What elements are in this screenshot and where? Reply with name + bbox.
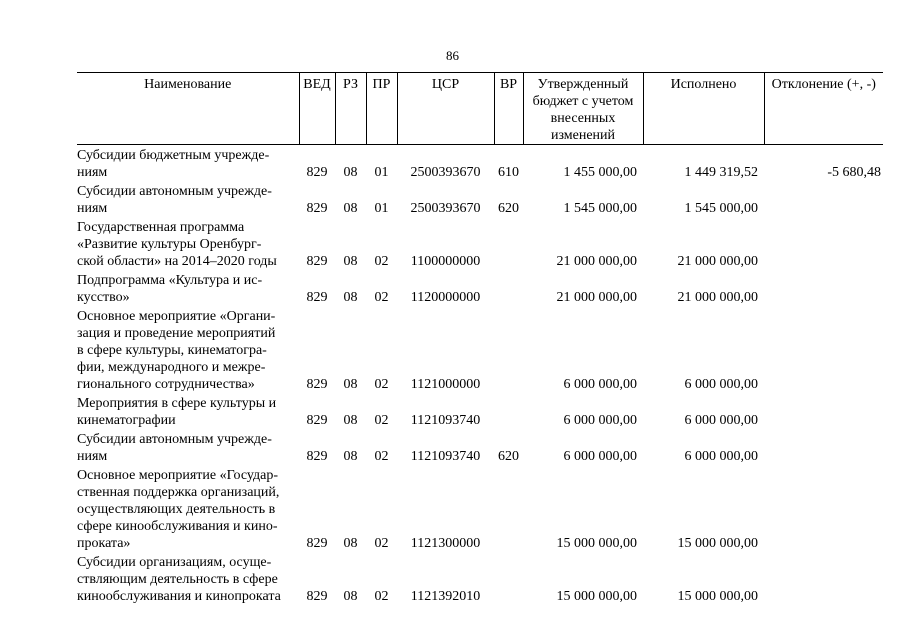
cell-csr: 1121093740 xyxy=(410,413,481,428)
cell-csr: 1121300000 xyxy=(410,536,481,551)
table-row xyxy=(77,145,883,182)
cell-csr: 1100000000 xyxy=(410,254,481,269)
header-csr: ЦСР xyxy=(397,73,494,145)
table-row xyxy=(77,181,883,217)
header-executed: Исполнено xyxy=(643,73,764,145)
cell-name: Субсидии организациям, осуще- ствляющим деятельность в сфере кинообслуживания и кинопроката xyxy=(77,555,281,604)
header-vr: ВР xyxy=(494,73,523,145)
cell-ved: 829 xyxy=(306,589,328,604)
cell-vr: 620 xyxy=(498,449,519,464)
cell-pr: 02 xyxy=(374,254,389,269)
cell-pr: 02 xyxy=(374,290,389,305)
cell-rz: 08 xyxy=(343,201,358,216)
cell-vr xyxy=(494,270,523,306)
cell-ved: 829 xyxy=(306,536,328,551)
cell-deviation xyxy=(764,552,883,605)
cell-rz: 08 xyxy=(343,290,358,305)
cell-ved: 829 xyxy=(306,290,328,305)
cell-budget: 15 000 000,00 xyxy=(556,589,637,604)
cell-csr: 1121000000 xyxy=(410,377,481,392)
cell-pr: 02 xyxy=(374,449,389,464)
table-row xyxy=(77,429,883,465)
cell-executed: 21 000 000,00 xyxy=(677,290,758,305)
cell-ved: 829 xyxy=(306,377,328,392)
cell-deviation: -5 680,48 xyxy=(827,165,881,180)
cell-csr: 2500393670 xyxy=(410,165,481,180)
cell-deviation xyxy=(764,270,883,306)
cell-deviation xyxy=(764,306,883,393)
header-budget: Утвержденный бюджет с учетом внесенных изменений xyxy=(523,73,643,145)
cell-vr: 620 xyxy=(498,201,519,216)
cell-pr: 01 xyxy=(374,201,389,216)
cell-budget: 6 000 000,00 xyxy=(563,449,637,464)
cell-rz: 08 xyxy=(343,589,358,604)
cell-rz: 08 xyxy=(343,536,358,551)
cell-deviation xyxy=(764,181,883,217)
table-body xyxy=(77,145,883,606)
cell-executed: 21 000 000,00 xyxy=(677,254,758,269)
header-rz: РЗ xyxy=(335,73,366,145)
cell-rz: 08 xyxy=(343,377,358,392)
cell-executed: 15 000 000,00 xyxy=(677,536,758,551)
cell-pr: 02 xyxy=(374,589,389,604)
cell-rz: 08 xyxy=(343,449,358,464)
budget-table xyxy=(77,72,883,605)
cell-csr: 1120000000 xyxy=(410,290,481,305)
cell-name: Мероприятия в сфере культуры и кинематографии xyxy=(77,396,277,428)
cell-name: Основное мероприятие «Государ- ственная поддержка организаций, осуществляющих деятельность в сфере кинообслуживания и кино- проката» xyxy=(77,468,280,551)
cell-executed: 6 000 000,00 xyxy=(684,449,758,464)
cell-deviation xyxy=(764,217,883,270)
cell-csr: 1121392010 xyxy=(410,589,481,604)
cell-vr xyxy=(494,393,523,429)
table-row xyxy=(77,552,883,605)
table-header xyxy=(77,73,883,145)
table-row xyxy=(77,217,883,270)
cell-ved: 829 xyxy=(306,413,328,428)
cell-vr xyxy=(494,552,523,605)
cell-executed: 6 000 000,00 xyxy=(684,377,758,392)
cell-vr xyxy=(494,465,523,552)
cell-name: Основное мероприятие «Органи- зация и проведение мероприятий в сфере культуры, кинематогра- фии, международного и межре- гионального сотрудничества» xyxy=(77,309,276,392)
cell-budget: 15 000 000,00 xyxy=(556,536,637,551)
header-pr: ПР xyxy=(366,73,397,145)
cell-rz: 08 xyxy=(343,254,358,269)
cell-vr xyxy=(494,217,523,270)
table-row xyxy=(77,306,883,393)
cell-name: Субсидии автономным учрежде- ниям xyxy=(77,432,272,464)
header-name: Наименование xyxy=(77,73,299,145)
header-ved: ВЕД xyxy=(299,73,335,145)
cell-executed: 1 449 319,52 xyxy=(684,165,758,180)
cell-name: Подпрограмма «Культура и ис- кусство» xyxy=(77,273,263,305)
cell-csr: 1121093740 xyxy=(410,449,481,464)
cell-ved: 829 xyxy=(306,254,328,269)
cell-pr: 01 xyxy=(374,165,389,180)
cell-csr: 2500393670 xyxy=(410,201,481,216)
cell-deviation xyxy=(764,429,883,465)
cell-ved: 829 xyxy=(306,165,328,180)
cell-pr: 02 xyxy=(374,536,389,551)
cell-budget: 6 000 000,00 xyxy=(563,413,637,428)
cell-vr xyxy=(494,306,523,393)
cell-budget: 21 000 000,00 xyxy=(556,290,637,305)
cell-pr: 02 xyxy=(374,413,389,428)
cell-executed: 6 000 000,00 xyxy=(684,413,758,428)
cell-budget: 1 455 000,00 xyxy=(563,165,637,180)
cell-deviation xyxy=(764,465,883,552)
cell-executed: 15 000 000,00 xyxy=(677,589,758,604)
cell-pr: 02 xyxy=(374,377,389,392)
table-row xyxy=(77,465,883,552)
cell-deviation xyxy=(764,393,883,429)
cell-rz: 08 xyxy=(343,165,358,180)
cell-name: Государственная программа «Развитие культуры Оренбург- ской области» на 2014–2020 годы xyxy=(77,220,277,269)
cell-ved: 829 xyxy=(306,449,328,464)
cell-name: Субсидии автономным учрежде- ниям xyxy=(77,184,272,216)
cell-name: Субсидии бюджетным учрежде- ниям xyxy=(77,148,270,180)
header-deviation: Отклонение (+, -) xyxy=(764,73,883,145)
cell-budget: 21 000 000,00 xyxy=(556,254,637,269)
page-number: 86 xyxy=(446,48,459,63)
table-row xyxy=(77,393,883,429)
cell-budget: 6 000 000,00 xyxy=(563,377,637,392)
cell-vr: 610 xyxy=(498,165,519,180)
table-row xyxy=(77,270,883,306)
cell-executed: 1 545 000,00 xyxy=(684,201,758,216)
cell-rz: 08 xyxy=(343,413,358,428)
cell-ved: 829 xyxy=(306,201,328,216)
cell-budget: 1 545 000,00 xyxy=(563,201,637,216)
